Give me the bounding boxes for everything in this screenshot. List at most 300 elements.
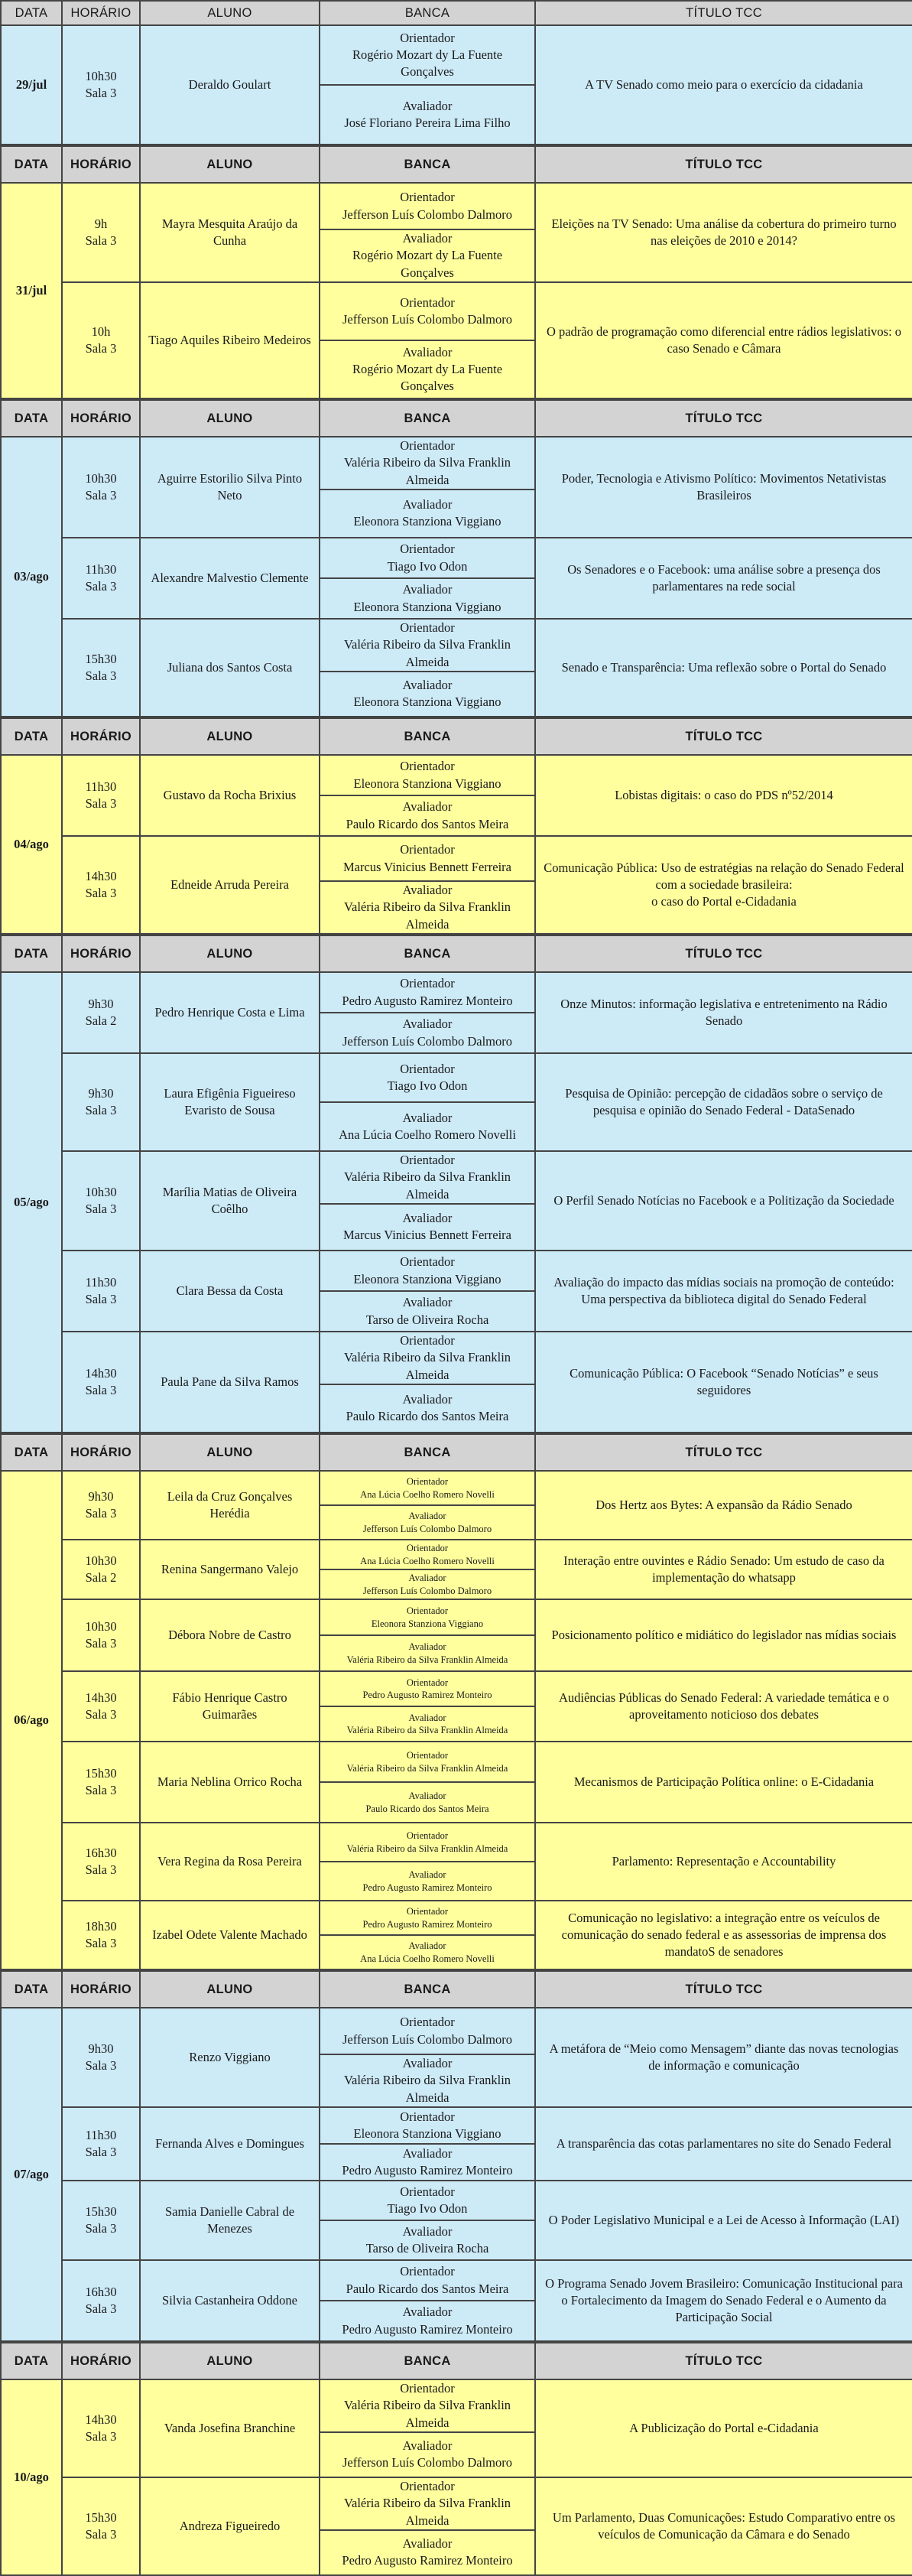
orientador-label: Orientador <box>400 2184 455 2199</box>
header-titulo: TÍTULO TCC <box>535 2343 912 2379</box>
header-horario: HORÁRIO <box>62 2343 140 2379</box>
time-cell <box>62 1671 140 1742</box>
room-value: Sala 3 <box>85 2527 117 2542</box>
banca-stack <box>320 973 534 1052</box>
tcc-title-line: O Perfil Senado Notícias no Facebook e a Politização da Sociedade <box>553 1192 894 1208</box>
tcc-title-line: Lobistas digitais: o caso do PDS nº52/2014 <box>615 787 833 802</box>
date-cell: 07/ago <box>1 2008 62 2341</box>
avaliador-label: Avaliador <box>402 2223 453 2239</box>
room-value: Sala 3 <box>85 2221 117 2236</box>
schedule-block <box>0 0 912 145</box>
table-row <box>1 1151 912 1251</box>
avaliador-section <box>320 1569 534 1599</box>
room-value: Sala 3 <box>85 1383 117 1397</box>
orientador-section <box>320 1600 534 1634</box>
header-banca: BANCA <box>320 2343 535 2379</box>
table-row <box>1 437 912 538</box>
orientador-label: Orientador <box>400 2381 455 2395</box>
room-value: Sala 3 <box>85 488 117 503</box>
banca-stack <box>320 2380 534 2477</box>
tcc-title <box>535 755 912 836</box>
avaliador-name: Valéria Ribeiro da Silva Franklin Almeida <box>343 899 511 932</box>
tcc-title <box>535 1471 912 1540</box>
orientador-name: Valéria Ribeiro da Silva Franklin Almeida <box>343 637 511 669</box>
banca-stack <box>320 437 534 537</box>
student-name: Vera Regina da Rosa Pereira <box>140 1823 320 1901</box>
time-value: 15h30 <box>85 651 117 666</box>
avaliador-label: Avaliador <box>402 1392 453 1407</box>
orientador-label: Orientador <box>400 190 455 205</box>
orientador-name: Eleonora Stanziona Viggiano <box>371 1618 484 1629</box>
student-name: Silvia Castanheira Oddone <box>140 2260 320 2341</box>
room-value: Sala 2 <box>85 1570 117 1585</box>
banca-stack <box>320 26 534 144</box>
banca-stack <box>320 756 534 835</box>
header-banca: BANCA <box>320 1434 535 1471</box>
tcc-title-line: Poder, Tecnologia e Ativismo Político: Movimentos Netativistas Brasileiros <box>561 470 887 503</box>
orientador-section <box>320 437 534 489</box>
banca-stack <box>320 1054 534 1150</box>
room-value: Sala 3 <box>85 1506 117 1521</box>
schedule-block <box>0 145 912 399</box>
tcc-title-line: Dos Hertz aos Bytes: A expansão da Rádio Senado <box>596 1497 852 1512</box>
tcc-title <box>535 619 912 717</box>
room-value: Sala 3 <box>85 1103 117 1117</box>
room-value: Sala 3 <box>85 886 117 900</box>
time-cell <box>62 1540 140 1599</box>
student-name: Leila da Cruz Gonçalves Herédia <box>140 1471 320 1540</box>
orientador-name: Valéria Ribeiro da Silva Franklin Almeida <box>343 1169 511 1202</box>
orientador-name: Pedro Augusto Ramirez Monteiro <box>342 993 513 1008</box>
avaliador-label: Avaliador <box>402 2536 453 2552</box>
tcc-title <box>535 1251 912 1332</box>
orientador-name: Paulo Ricardo dos Santos Meira <box>346 2281 509 2296</box>
tcc-title <box>535 282 912 398</box>
banca-cell <box>320 1823 535 1901</box>
avaliador-section <box>320 1203 534 1250</box>
banca-stack <box>320 2108 534 2180</box>
orientador-label: Orientador <box>400 438 455 453</box>
time-cell <box>62 25 140 145</box>
time-cell <box>62 538 140 619</box>
schedule-block <box>0 717 912 935</box>
student-name: Fábio Henrique Castro Guimarães <box>140 1671 320 1742</box>
orientador-section <box>320 2008 534 2054</box>
time-cell <box>62 972 140 1053</box>
table-row <box>1 1053 912 1151</box>
orientador-label: Orientador <box>400 620 455 635</box>
banca-cell <box>320 1332 535 1433</box>
room-value: Sala 3 <box>85 1783 117 1797</box>
banca-stack <box>320 1672 534 1741</box>
time-cell <box>62 437 140 538</box>
header-banca: BANCA <box>320 935 535 972</box>
avaliador-section <box>320 577 534 618</box>
banca-stack <box>320 620 534 716</box>
tcc-title <box>535 2181 912 2260</box>
room-value: Sala 3 <box>85 233 117 248</box>
tcc-title <box>535 2260 912 2341</box>
time-cell <box>62 1599 140 1671</box>
time-value: 11h30 <box>85 561 117 577</box>
time-cell <box>62 2477 140 2575</box>
header-banca: BANCA <box>320 400 535 437</box>
banca-cell <box>320 538 535 619</box>
avaliador-label: Avaliador <box>402 497 453 512</box>
table-row <box>1 2008 912 2107</box>
header-banca: BANCA <box>320 718 535 755</box>
table-row <box>1 1251 912 1332</box>
banca-stack <box>320 1472 534 1539</box>
table-row <box>1 972 912 1053</box>
header-aluno: ALUNO <box>140 1434 320 1471</box>
tcc-title <box>535 2107 912 2181</box>
avaliador-section <box>320 1101 534 1150</box>
orientador-name: Ana Lúcia Coelho Romero Novelli <box>360 1488 495 1500</box>
student-name: Aguirre Estorilio Silva Pinto Neto <box>140 437 320 538</box>
time-value: 10h30 <box>85 1184 117 1199</box>
time-cell <box>62 1151 140 1251</box>
room-value: Sala 3 <box>85 1636 117 1651</box>
avaliador-section <box>320 489 534 537</box>
table-row <box>1 183 912 282</box>
avaliador-name: Paulo Ricardo dos Santos Meira <box>346 1409 509 1424</box>
header-horario: HORÁRIO <box>62 146 140 183</box>
avaliador-label: Avaliador <box>402 1016 453 1032</box>
time-cell <box>62 2379 140 2477</box>
avaliador-name: Tarso de Oliveira Rocha <box>365 1312 489 1327</box>
orientador-name: Valéria Ribeiro da Silva Franklin Almeida <box>343 2398 511 2430</box>
banca-cell <box>320 2181 535 2260</box>
avaliador-section <box>320 1934 534 1969</box>
avaliador-label: Avaliador <box>402 582 453 597</box>
orientador-label: Orientador <box>400 759 455 774</box>
student-name: Clara Bessa da Costa <box>140 1251 320 1332</box>
orientador-name: Jefferson Luís Colombo Dalmoro <box>342 2031 512 2047</box>
tcc-title <box>535 1332 912 1433</box>
orientador-section <box>320 184 534 229</box>
schedule-block <box>0 1433 912 1970</box>
tcc-title <box>535 1742 912 1823</box>
student-name: Maria Neblina Orrico Rocha <box>140 1742 320 1823</box>
orientador-section <box>320 1332 534 1384</box>
time-value: 11h30 <box>85 779 117 794</box>
orientador-name: Eleonora Stanziona Viggiano <box>353 1271 501 1286</box>
date-cell: 29/jul <box>1 25 62 145</box>
orientador-name: Valéria Ribeiro da Silva Franklin Almeida <box>343 1350 511 1382</box>
orientador-section <box>320 1742 534 1781</box>
table-row <box>1 836 912 934</box>
banca-stack <box>320 1600 534 1670</box>
avaliador-name: Valéria Ribeiro da Silva Franklin Almeida <box>346 1725 508 1735</box>
banca-stack <box>320 184 534 281</box>
tcc-title-line: Audiências Públicas do Senado Federal: A variedade temática e o aproveitamento noticioso dos debates <box>558 1690 890 1722</box>
room-value: Sala 3 <box>85 1707 117 1722</box>
orientador-name: Jefferson Luís Colombo Dalmoro <box>342 312 512 327</box>
room-value: Sala 3 <box>85 1936 117 1950</box>
orientador-section <box>320 2380 534 2431</box>
time-cell <box>62 2008 140 2107</box>
room-value: Sala 3 <box>85 2301 117 2316</box>
student-name: Marília Matias de Oliveira Coêlho <box>140 1151 320 1251</box>
orientador-label: Orientador <box>406 1906 449 1917</box>
avaliador-section <box>320 1706 534 1741</box>
header-data: DATA <box>1 1434 62 1471</box>
student-name: Vanda Josefina Branchine <box>140 2379 320 2477</box>
student-name: Mayra Mesquita Araújo da Cunha <box>140 183 320 282</box>
room-value: Sala 3 <box>85 86 117 100</box>
banca-cell <box>320 1901 535 1969</box>
tcc-title-line: Onze Minutos: informação legislativa e entretenimento na Rádio Senado <box>560 996 888 1028</box>
tcc-title <box>535 437 912 538</box>
date-cell: 03/ago <box>1 437 62 717</box>
banca-cell <box>320 25 535 145</box>
banca-stack <box>320 2478 534 2574</box>
room-value: Sala 3 <box>85 341 117 356</box>
header-horario: HORÁRIO <box>62 1 140 25</box>
header-titulo: TÍTULO TCC <box>535 718 912 755</box>
tcc-title <box>535 1823 912 1901</box>
banca-cell <box>320 183 535 282</box>
tcc-title-line: Avaliação do impacto das mídias sociais na promoção de conteúdo: Uma perspectiva da biblioteca digital do Senado Federal <box>553 1274 894 1306</box>
room-value: Sala 3 <box>85 1862 117 1877</box>
avaliador-section <box>320 229 534 281</box>
avaliador-name: Pedro Augusto Ramirez Monteiro <box>362 1882 492 1893</box>
table-row <box>1 2107 912 2181</box>
header-horario: HORÁRIO <box>62 400 140 437</box>
orientador-section <box>320 2478 534 2529</box>
orientador-label: Orientador <box>406 1677 449 1688</box>
tcc-title-line: A TV Senado como meio para o exercício da cidadania <box>585 76 863 92</box>
tcc-title-line: Posicionamento político e midiático do legislador nas mídias sociais <box>551 1627 897 1642</box>
banca-cell <box>320 1053 535 1151</box>
room-value: Sala 3 <box>85 2058 117 2073</box>
orientador-label: Orientador <box>400 1153 455 1167</box>
room-value: Sala 3 <box>85 668 117 683</box>
header-data: DATA <box>1 1 62 25</box>
room-value: Sala 3 <box>85 2429 117 2444</box>
header-aluno: ALUNO <box>140 1971 320 2008</box>
orientador-name: Eleonora Stanziona Viggiano <box>353 776 501 791</box>
time-value: 14h30 <box>85 868 117 883</box>
tcc-title-line: Interação entre ouvintes e Rádio Senado: Um estudo de caso da implementação do whatsapp <box>563 1553 884 1585</box>
tcc-title-line: Senado e Transparência: Uma reflexão sobre o Portal do Senado <box>561 659 887 675</box>
banca-stack <box>320 837 534 933</box>
student-name: Edneide Arruda Pereira <box>140 836 320 934</box>
avaliador-label: Avaliador <box>402 2145 453 2161</box>
avaliador-label: Avaliador <box>402 231 453 246</box>
avaliador-section <box>320 2054 534 2106</box>
table-row <box>1 538 912 619</box>
avaliador-section <box>320 1384 534 1432</box>
table-row <box>1 1599 912 1671</box>
tcc-title <box>535 538 912 619</box>
avaliador-label: Avaliador <box>402 2056 453 2071</box>
avaliador-label: Avaliador <box>402 883 453 898</box>
orientador-label: Orientador <box>400 542 455 557</box>
tcc-title <box>535 25 912 145</box>
avaliador-section <box>320 2143 534 2180</box>
orientador-label: Orientador <box>400 2015 455 2030</box>
header-row <box>1 1434 912 1471</box>
banca-cell <box>320 1151 535 1251</box>
time-value: 10h30 <box>85 470 117 486</box>
header-banca: BANCA <box>320 146 535 183</box>
avaliador-section <box>320 880 534 933</box>
time-cell <box>62 1251 140 1332</box>
orientador-section <box>320 283 534 340</box>
time-value: 11h30 <box>85 2127 117 2142</box>
banca-stack <box>320 1540 534 1599</box>
time-value: 10h30 <box>85 68 117 83</box>
time-cell <box>62 1053 140 1151</box>
header-data: DATA <box>1 935 62 972</box>
room-value: Sala 3 <box>85 1292 117 1306</box>
student-name: Pedro Henrique Costa e Lima <box>140 972 320 1053</box>
avaliador-label: Avaliador <box>408 1641 446 1653</box>
student-name: Laura Efigênia Figueireso Evaristo de Sousa <box>140 1053 320 1151</box>
table-row <box>1 282 912 398</box>
orientador-name: Valéria Ribeiro da Silva Franklin Almeida <box>343 2496 511 2528</box>
header-data: DATA <box>1 400 62 437</box>
avaliador-name: José Floriano Pereira Lima Filho <box>344 115 511 130</box>
banca-stack <box>320 538 534 618</box>
banca-cell <box>320 2260 535 2341</box>
avaliador-name: Pedro Augusto Ramirez Monteiro <box>342 2553 513 2568</box>
avaliador-name: Jefferson Luís Colombo Dalmoro <box>362 1585 492 1596</box>
orientador-section <box>320 973 534 1012</box>
room-value: Sala 3 <box>85 579 117 594</box>
avaliador-name: Valéria Ribeiro da Silva Franklin Almeida <box>343 2073 511 2105</box>
orientador-label: Orientador <box>400 2109 455 2124</box>
tcc-title-line: Eleições na TV Senado: Uma análise da cobertura do primeiro turno nas eleições de 2010 e 2014? <box>551 216 897 248</box>
table-row <box>1 2477 912 2575</box>
orientador-name: Valéria Ribeiro da Silva Franklin Almeida <box>346 1762 508 1774</box>
header-row <box>1 1971 912 2008</box>
orientador-label: Orientador <box>400 2479 455 2493</box>
avaliador-label: Avaliador <box>408 1940 446 1952</box>
student-name: Renzo Viggiano <box>140 2008 320 2107</box>
time-cell <box>62 1901 140 1969</box>
table-row <box>1 1671 912 1742</box>
orientador-name: Jefferson Luís Colombo Dalmoro <box>342 207 512 222</box>
avaliador-name: Jefferson Luís Colombo Dalmoro <box>362 1523 492 1534</box>
date-cell: 04/ago <box>1 755 62 934</box>
banca-cell <box>320 2477 535 2575</box>
avaliador-section <box>320 1012 534 1052</box>
table-row <box>1 1823 912 1901</box>
orientador-label: Orientador <box>400 842 455 857</box>
time-value: 15h30 <box>85 2204 117 2219</box>
avaliador-label: Avaliador <box>402 1295 453 1310</box>
orientador-name: Valéria Ribeiro da Silva Franklin Almeida <box>346 1843 508 1854</box>
orientador-name: Pedro Augusto Ramirez Monteiro <box>362 1918 492 1930</box>
table-row <box>1 25 912 145</box>
banca-cell <box>320 836 535 934</box>
time-cell <box>62 836 140 934</box>
avaliador-name: Paulo Ricardo dos Santos Meira <box>365 1803 489 1814</box>
student-name: Tiago Aquiles Ribeiro Medeiros <box>140 282 320 398</box>
banca-cell <box>320 1671 535 1742</box>
table-row <box>1 1901 912 1969</box>
avaliador-label: Avaliador <box>402 344 453 359</box>
time-cell <box>62 1471 140 1540</box>
table-row <box>1 1471 912 1540</box>
header-row <box>1 1 912 25</box>
orientador-name: Ana Lúcia Coelho Romero Novelli <box>360 1555 495 1566</box>
banca-stack <box>320 2181 534 2259</box>
avaliador-section <box>320 2431 534 2477</box>
avaliador-section <box>320 795 534 835</box>
time-value: 9h30 <box>88 996 114 1011</box>
avaliador-name: Eleonora Stanziona Viggiano <box>353 514 501 529</box>
student-name: Andreza Figueiredo <box>140 2477 320 2575</box>
avaliador-name: Ana Lúcia Coelho Romero Novelli <box>360 1953 495 1964</box>
time-cell <box>62 1332 140 1433</box>
orientador-section <box>320 2261 534 2300</box>
tcc-title <box>535 1053 912 1151</box>
header-row <box>1 146 912 183</box>
header-row <box>1 2343 912 2379</box>
tcc-title-line: Comunicação no legislativo: a integração entre os veículos de comunicação do senado federal e as assessorias de imprensa dos mandatoS de senadores <box>561 1910 887 1960</box>
orientador-section <box>320 2181 534 2220</box>
banca-cell <box>320 1471 535 1540</box>
tcc-title <box>535 1671 912 1742</box>
time-cell <box>62 619 140 717</box>
banca-stack <box>320 1332 534 1432</box>
header-titulo: TÍTULO TCC <box>535 1 912 25</box>
banca-stack <box>320 2261 534 2340</box>
orientador-name: Pedro Augusto Ramirez Monteiro <box>362 1690 492 1700</box>
avaliador-section <box>320 2220 534 2259</box>
avaliador-name: Jefferson Luís Colombo Dalmoro <box>342 2455 512 2470</box>
banca-cell <box>320 1540 535 1599</box>
orientador-name: Tiago Ivo Odon <box>387 1078 468 1093</box>
room-value: Sala 2 <box>85 1013 117 1028</box>
tcc-title <box>535 2379 912 2477</box>
avaliador-label: Avaliador <box>408 1511 446 1522</box>
header-titulo: TÍTULO TCC <box>535 1434 912 1471</box>
time-value: 9h <box>94 216 108 231</box>
room-value: Sala 3 <box>85 2145 117 2159</box>
avaliador-label: Avaliador <box>402 98 453 113</box>
banca-cell <box>320 1251 535 1332</box>
schedule-block <box>0 1970 912 2342</box>
orientador-name: Rogério Mozart dy La Fuente Gonçalves <box>352 47 503 80</box>
student-name: Juliana dos Santos Costa <box>140 619 320 717</box>
orientador-section <box>320 1901 534 1934</box>
tcc-title-line: A Publicização do Portal e-Cidadania <box>629 2420 819 2435</box>
header-titulo: TÍTULO TCC <box>535 400 912 437</box>
time-cell <box>62 183 140 282</box>
banca-stack <box>320 2008 534 2106</box>
avaliador-label: Avaliador <box>408 1573 446 1584</box>
table-row <box>1 2379 912 2477</box>
avaliador-label: Avaliador <box>408 1712 446 1723</box>
orientador-section <box>320 1251 534 1290</box>
time-value: 16h30 <box>85 2284 117 2299</box>
header-aluno: ALUNO <box>140 935 320 972</box>
banca-cell <box>320 2379 535 2477</box>
time-cell <box>62 2181 140 2260</box>
avaliador-label: Avaliador <box>402 678 453 693</box>
orientador-section <box>320 1672 534 1706</box>
banca-cell <box>320 1599 535 1671</box>
banca-stack <box>320 1901 534 1969</box>
date-cell: 05/ago <box>1 972 62 1433</box>
avaliador-label: Avaliador <box>402 1110 453 1125</box>
orientador-label: Orientador <box>406 1476 449 1488</box>
